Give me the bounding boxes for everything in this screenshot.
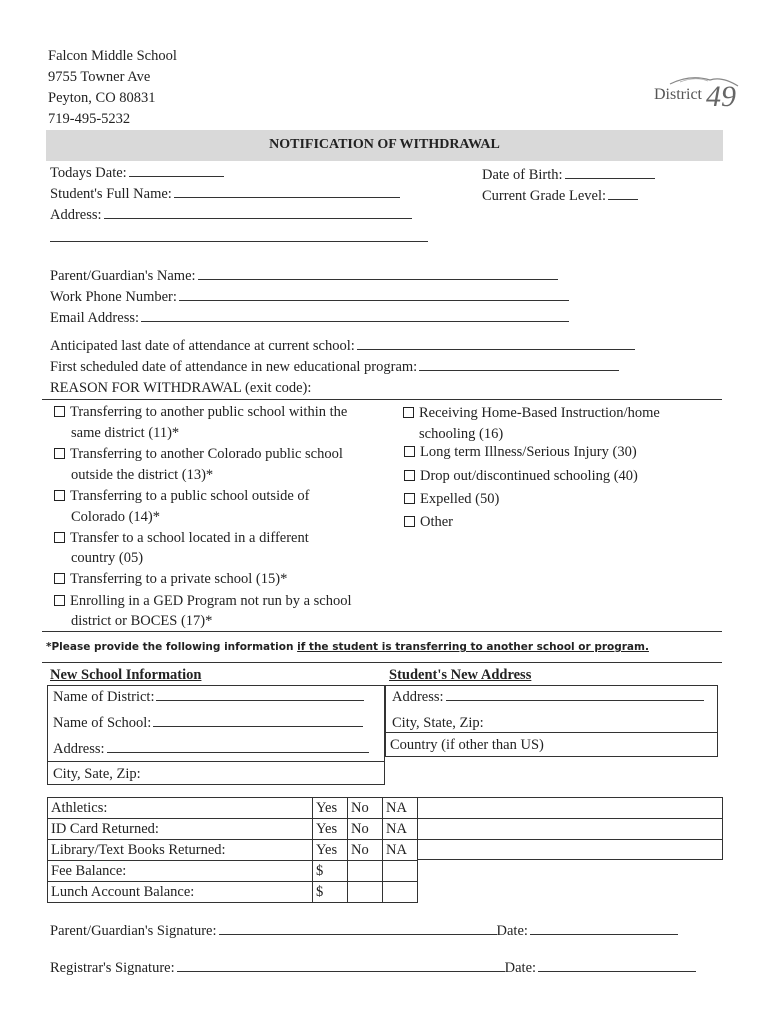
new-country-field[interactable]	[390, 738, 544, 753]
checklist-table	[47, 797, 419, 903]
reason-13-option[interactable]	[54, 447, 343, 462]
todays-date-label: Todays Date:	[50, 165, 127, 181]
new-country-label: Country (if other than US)	[390, 737, 544, 753]
reason-label: Transferring to a private school (15)*	[70, 571, 288, 587]
dob-label: Date of Birth:	[482, 167, 563, 183]
blank-cell	[348, 882, 383, 903]
reason-label: Expelled (50)	[420, 491, 500, 507]
reason-05-option[interactable]	[54, 531, 309, 546]
grade-field[interactable]	[482, 189, 638, 204]
na-option[interactable]: NA	[383, 798, 418, 819]
student-address-label: Address:	[50, 207, 102, 223]
district-logo	[650, 72, 745, 122]
new-address-field[interactable]	[392, 690, 704, 705]
reason-label: Transferring to another Colorado public school	[70, 446, 343, 462]
lunch-balance-input[interactable]: $	[313, 882, 348, 903]
na-option[interactable]: NA	[383, 819, 418, 840]
parent-name-field[interactable]	[50, 269, 558, 284]
checkbox-icon[interactable]	[54, 448, 65, 459]
parent-signature-field[interactable]	[50, 924, 678, 939]
new-school-row-divider	[47, 761, 385, 762]
no-option[interactable]: No	[348, 819, 383, 840]
transfer-note	[46, 642, 649, 653]
school-phone: 719-495-5232	[48, 111, 131, 127]
page-title: NOTIFICATION OF WITHDRAWAL	[269, 137, 500, 152]
first-date-field[interactable]	[50, 360, 619, 375]
new-district-label: Name of District:	[53, 689, 155, 705]
reason-30-option[interactable]	[404, 445, 637, 460]
reason-label: Long term Illness/Serious Injury (30)	[420, 444, 637, 460]
checkbox-icon[interactable]	[404, 470, 415, 481]
reason-label-cont: country (05)	[71, 550, 144, 566]
new-school-heading: New School Information	[50, 667, 202, 683]
first-date-label: First scheduled date of attendance in new educational program:	[50, 359, 418, 375]
checkbox-icon[interactable]	[403, 407, 414, 418]
reason-label: Transferring to a public school outside of	[70, 488, 310, 504]
no-option[interactable]: No	[348, 798, 383, 819]
reason-label-cont: district or BOCES (17)*	[71, 613, 213, 629]
checklist-label: Lunch Account Balance:	[48, 882, 313, 903]
reason-16-option[interactable]	[403, 406, 660, 421]
new-city-label: City, State, Zip:	[392, 715, 484, 731]
student-name-label: Student's Full Name:	[50, 186, 172, 202]
registrar-date-label: Date:	[504, 960, 537, 976]
reason-label: Enrolling in a GED Program not run by a school	[70, 593, 352, 609]
logo-number: 49	[706, 80, 736, 113]
reason-divider	[42, 399, 722, 400]
fee-balance-input[interactable]: $	[313, 861, 348, 882]
checkbox-icon[interactable]	[404, 516, 415, 527]
reason-15-option[interactable]	[54, 572, 287, 587]
reason-label: Other	[420, 514, 454, 530]
note-underlined: if the student is transferring to another school or program.	[297, 641, 649, 653]
reason-label: Drop out/discontinued schooling (40)	[420, 468, 638, 484]
parent-signature-label: Parent/Guardian's Signature:	[50, 923, 217, 939]
last-date-label: Anticipated last date of attendance at current school:	[50, 338, 355, 354]
blank-cell	[383, 882, 418, 903]
checkbox-icon[interactable]	[54, 532, 65, 543]
new-city-field[interactable]	[392, 716, 484, 731]
parent-date-label: Date:	[496, 923, 528, 939]
reason-40-option[interactable]	[404, 469, 638, 484]
checkbox-icon[interactable]	[54, 406, 65, 417]
reason-label: Receiving Home-Based Instruction/home	[419, 405, 660, 421]
school-city: Peyton, CO 80831	[48, 90, 156, 106]
email-label: Email Address:	[50, 310, 140, 326]
reason-label: Transfer to a school located in a different	[70, 530, 309, 546]
email-field[interactable]	[50, 311, 569, 326]
dob-field[interactable]	[482, 168, 655, 183]
registrar-signature-field[interactable]	[50, 961, 696, 976]
checkbox-icon[interactable]	[404, 493, 415, 504]
reason-heading: REASON FOR WITHDRAWAL (exit code):	[50, 380, 312, 396]
no-option[interactable]: No	[348, 840, 383, 861]
checklist-label: ID Card Returned:	[48, 819, 313, 840]
checklist-label: Fee Balance:	[48, 861, 313, 882]
new-school-city-label: City, Sate, Zip:	[53, 766, 141, 782]
address-line-2[interactable]	[50, 241, 428, 242]
yes-option[interactable]: Yes	[313, 798, 348, 819]
registrar-signature-label: Registrar's Signature:	[50, 960, 175, 976]
reason-50-option[interactable]	[404, 492, 499, 507]
yes-option[interactable]: Yes	[313, 819, 348, 840]
reason-label-cont: same district (11)*	[71, 425, 180, 441]
na-option[interactable]: NA	[383, 840, 418, 861]
last-date-field[interactable]	[50, 339, 635, 354]
checklist-label: Library/Text Books Returned:	[48, 840, 313, 861]
grade-label: Current Grade Level:	[482, 188, 607, 204]
note-prefix: *Please provide the following information	[46, 641, 298, 653]
student-name-field[interactable]	[50, 187, 400, 202]
parent-name-label: Parent/Guardian's Name:	[50, 268, 196, 284]
checklist-notes-box[interactable]	[418, 797, 723, 860]
reason-label-cont: outside the district (13)*	[71, 467, 214, 483]
school-street: 9755 Towner Ave	[48, 69, 151, 85]
reason-11-option[interactable]	[54, 405, 347, 420]
checkbox-icon[interactable]	[54, 595, 65, 606]
reason-other-option[interactable]	[404, 515, 453, 530]
blank-cell	[383, 861, 418, 882]
blank-cell	[348, 861, 383, 882]
todays-date-field[interactable]	[50, 166, 224, 181]
student-address-field[interactable]	[50, 208, 412, 223]
reason-14-option[interactable]	[54, 489, 309, 504]
reason-label-cont: Colorado (14)*	[71, 509, 160, 525]
reason-label-cont: schooling (16)	[419, 426, 504, 442]
note-divider	[42, 662, 722, 663]
reason-17-option[interactable]	[54, 594, 352, 609]
reasons-bottom-divider	[42, 631, 722, 632]
checkbox-icon[interactable]	[54, 490, 65, 501]
new-school-name-field[interactable]	[53, 716, 363, 731]
new-school-name-label: Name of School:	[53, 715, 152, 731]
checkbox-icon[interactable]	[404, 446, 415, 457]
new-address-heading: Student's New Address	[389, 667, 532, 683]
school-name: Falcon Middle School	[48, 48, 177, 64]
new-district-field[interactable]	[53, 690, 364, 705]
yes-option[interactable]: Yes	[313, 840, 348, 861]
new-address-row-divider	[385, 732, 718, 733]
work-phone-field[interactable]	[50, 290, 569, 305]
reason-label: Transferring to another public school within the	[70, 404, 348, 420]
new-school-address-field[interactable]	[53, 742, 369, 757]
work-phone-label: Work Phone Number:	[50, 289, 177, 305]
logo-word: District	[654, 86, 702, 103]
new-address-label: Address:	[392, 689, 444, 705]
new-school-address-label: Address:	[53, 741, 105, 757]
new-school-city-field[interactable]	[53, 767, 141, 782]
checkbox-icon[interactable]	[54, 573, 65, 584]
checklist-label: Athletics:	[48, 798, 313, 819]
